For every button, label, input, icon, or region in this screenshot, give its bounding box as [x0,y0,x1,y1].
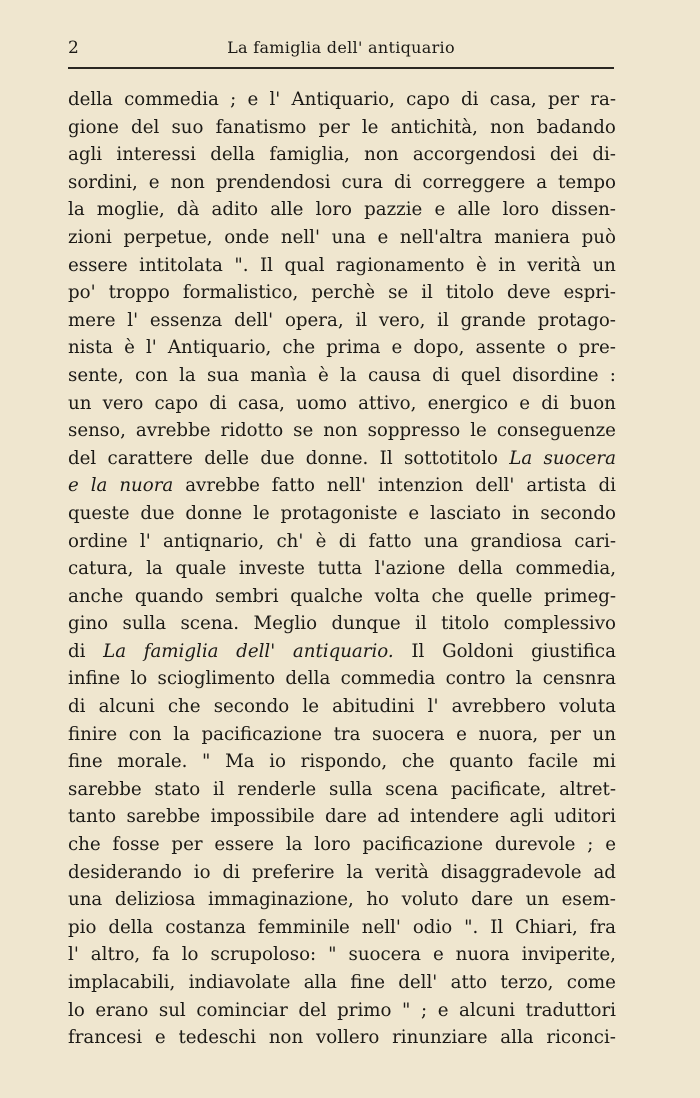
text-line: sordini, e non prendendosi cura di correggere a tempo [68,171,616,193]
text-line: queste due donne le protagoniste e lasciato in secondo [68,502,616,524]
text-line: pio della costanza femminile nell' odio ". Il Chiari, fra [68,916,616,938]
text-line: gino sulla scena. Meglio dunque il titolo complessivo [68,613,616,635]
text-line: lo erano sul cominciar del primo " ; e alcuni traduttori [68,999,616,1021]
text-line: di La famiglia dell' antiquario. Il Goldoni giustifica [68,640,616,662]
text-line: mere l' essenza dell' opera, il vero, il grande protago- [68,309,616,331]
running-title: La famiglia dell' antiquario [227,38,455,57]
text-line: finire con la pacificazione tra suocera e nuora, per un [68,723,616,745]
text-line: agli interessi della famiglia, non accorgendosi dei di- [68,144,616,166]
text-line: tanto sarebbe impossibile dare ad intendere agli uditori [68,806,616,828]
text-line: sarebbe stato il renderle sulla scena pacificate, altret- [68,778,616,800]
page-number: 2 [68,38,79,58]
text-line: anche quando sembri qualche volta che quelle primeg- [68,585,616,607]
text-line: essere intitolata ". Il qual ragionamento è in verità un [68,254,616,276]
header-rule [68,67,614,69]
text-line: zioni perpetue, onde nell' una e nell'altra maniera può [68,226,616,248]
text-line: la moglie, dà adito alle loro pazzie e alle loro dissen- [68,199,616,221]
text-line: catura, la quale investe tutta l'azione della commedia, [68,558,616,580]
text-line: implacabili, indiavolate alla fine dell' atto terzo, come [68,972,616,993]
text-line: sente, con la sua manìa è la causa di quel disordine : [68,364,616,386]
body-text [68,86,616,1052]
text-line: e la nuora avrebbe fatto nell' intenzion dell' artista di [68,475,616,497]
text-line: nista è l' Antiquario, che prima e dopo, assente o pre- [68,337,616,359]
text-line: che fosse per essere la loro pacificazione durevole ; e [68,834,616,856]
text-line: una deliziosa immaginazione, ho voluto dare un esem- [68,889,616,911]
text-line: po' troppo formalistico, perchè se il titolo deve espri- [68,282,616,304]
text-line: francesi e tedeschi non vollero rinunziare alla riconci- [68,1027,616,1049]
text-line: un vero capo di casa, uomo attivo, energico e di buon [68,392,616,414]
text-line: del carattere delle due donne. Il sottotitolo La suocera [68,447,616,469]
text-line: fine morale. " Ma io rispondo, che quanto facile mi [68,751,616,773]
page-header [68,36,614,66]
text-line: della commedia ; e l' Antiquario, capo di casa, per ra- [68,89,616,110]
text-line: ordine l' antiqnario, ch' è di fatto una grandiosa cari- [68,530,616,552]
text-line: l' altro, fa lo scrupoloso: " suocera e nuora inviperite, [68,944,616,966]
text-line: senso, avrebbe ridotto se non soppresso le conseguenze [68,420,616,442]
text-line: gione del suo fanatismo per le antichità, non badando [68,116,616,138]
text-line: desiderando io di preferire la verità disaggradevole ad [68,861,616,883]
text-line: di alcuni che secondo le abitudini l' avrebbero voluta [68,696,616,718]
text-line: infine lo scioglimento della commedia contro la censnra [68,668,616,690]
